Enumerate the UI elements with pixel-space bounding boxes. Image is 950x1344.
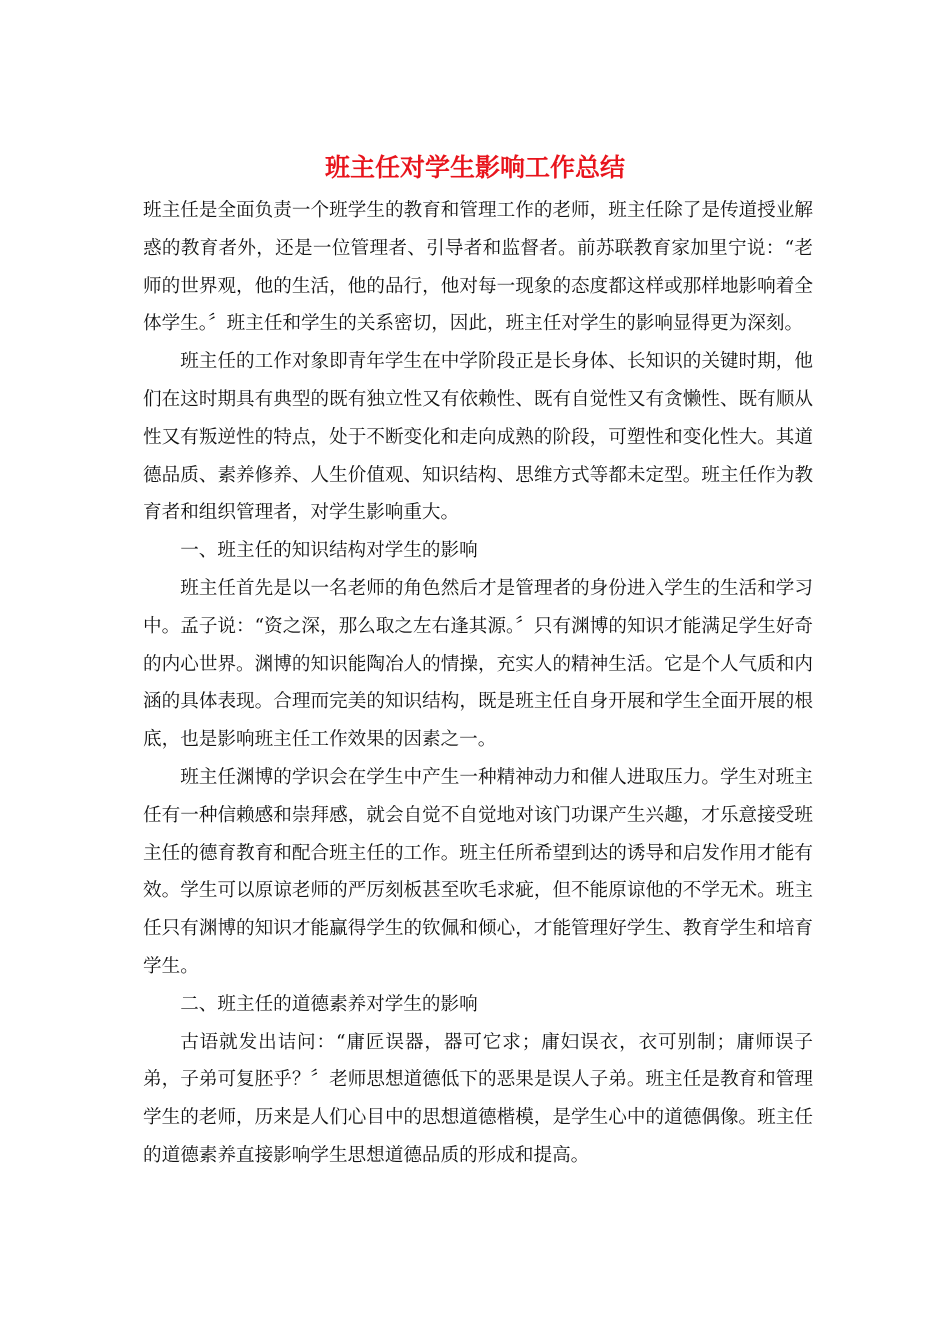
section-heading-morality: 二、班主任的道德素养对学生的影响 bbox=[180, 993, 478, 1015]
paragraph-knowledge-2: 班主任渊博的学识会在学生中产生一种精神动力和催人进取压力。学生对班主任有一种信赖感和崇拜感，就会自觉不自觉地对该门功课产生兴趣，才乐意接受班主任的德育教育和配合班主任的工作。班主任所希望到达的诱导和启发作用才能有效。学生可以原谅老师的严厉刻板甚至吹毛求疵，但不能原谅他的不学无术。班主任只有渊博的知识才能赢得学生的钦佩和倾心，才能管理好学生、教育学生和培育学生。 bbox=[143, 766, 813, 977]
document-title: 班主任对学生影响工作总结 bbox=[324, 153, 625, 182]
paragraph-intro: 班主任是全面负责一个班学生的教育和管理工作的老师，班主任除了是传道授业解惑的教育者外，还是一位管理者、引导者和监督者。前苏联教育家加里宁说：“老师的世界观，他的生活，他的品行，他对每一现象的态度都这样或那样地影响着全体学生。〞班主任和学生的关系密切，因此，班主任对学生的影响显得更为深刻。 bbox=[143, 200, 813, 335]
paragraph-work-target: 班主任的工作对象即青年学生在中学阶段正是长身体、长知识的关键时期，他们在这时期具有典型的既有独立性又有依赖性、既有自觉性又有贪懒性、既有顺从性又有叛逆性的特点，处于不断变化和走向成熟的阶段，可塑性和变化性大。其道德品质、素养修养、人生价值观、知识结构、思维方式等都未定型。班主任作为教育者和组织管理者，对学生影响重大。 bbox=[143, 351, 813, 524]
paragraph-knowledge-1: 班主任首先是以一名老师的角色然后才是管理者的身份进入学生的生活和学习中。孟子说：“资之深，那么取之左右逢其源。〞只有渊博的知识才能满足学生好奇的内心世界。渊博的知识能陶冶人的情操，充实人的精神生活。它是个人气质和内涵的具体表现。合理而完美的知识结构，既是班主任自身开展和学生全面开展的根底，也是影响班主任工作效果的因素之一。 bbox=[143, 577, 813, 751]
paragraph-morality: 古语就发出诘问：“庸匠误器，器可它求；庸妇误衣，衣可别制；庸师误子弟，子弟可复胚乎？〞老师思想道德低下的恶果是误人子弟。班主任是教育和管理学生的老师，历来是人们心目中的思想道德楷模，是学生心中的道德偶像。班主任的道德素养直接影响学生思想道德品质的形成和提高。 bbox=[143, 1031, 813, 1166]
document-body bbox=[143, 192, 813, 1175]
section-heading-knowledge: 一、班主任的知识结构对学生的影响 bbox=[180, 540, 478, 562]
